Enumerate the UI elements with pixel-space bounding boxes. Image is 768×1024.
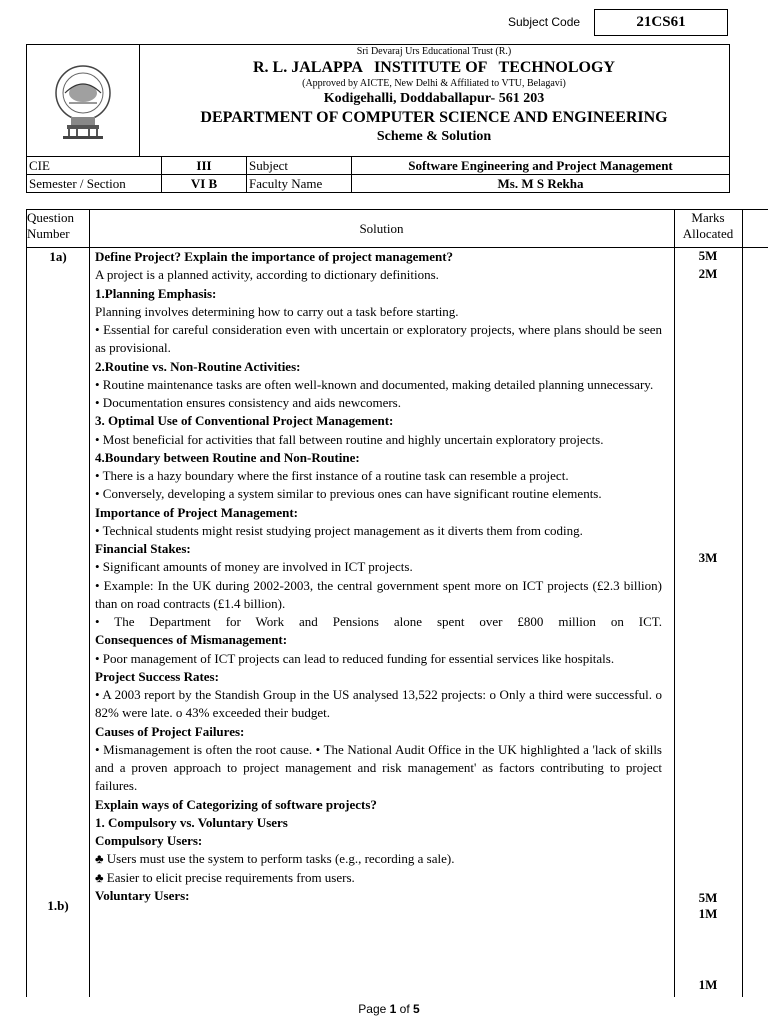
solution-text xyxy=(95,248,662,905)
subject-label: Subject xyxy=(247,157,352,175)
document-title: Scheme & Solution xyxy=(376,129,492,144)
semester-label: Semester / Section xyxy=(27,175,162,193)
marks-1b-part2: 1M xyxy=(698,977,718,992)
solution-bullet: • Technical students might resist studying project management as it diverts them from coding. xyxy=(95,522,583,538)
solution-header: Solution xyxy=(359,221,404,236)
solution-bullet: • Routine maintenance tasks are often well-known and documented, making detailed planning unnecessary. xyxy=(95,376,654,392)
solution-bullet: • Example: In the UK during 2002-2003, the central government spent more on ICT projects (£2.3 billion) than on road contracts (£1.4 billion). xyxy=(95,577,662,611)
question-1a-title: Define Project? Explain the importance of project management? xyxy=(95,249,454,264)
solution-bullet: • A 2003 report by the Standish Group in the US analysed 13,522 projects: o Only a third were successful. o 82% were late. o 43% exceeded their budget. xyxy=(95,687,662,721)
section-heading: Financial Stakes: xyxy=(95,541,191,556)
approval-note: (Approved by AICTE, New Delhi & Affiliated to VTU, Belagavi) xyxy=(302,78,566,89)
marks-1b-total: 5M xyxy=(698,890,718,905)
marks-header: Marks Allocated xyxy=(682,210,734,241)
solution-bullet: • Significant amounts of money are involved in ICT projects. xyxy=(95,559,413,575)
section-heading: 1. Compulsory vs. Voluntary Users xyxy=(95,814,288,830)
solution-bullet: • Most beneficial for activities that fall between routine and highly uncertain exploratory projects. xyxy=(95,431,604,447)
semester-value: VI B xyxy=(162,175,247,193)
trust-name: Sri Devaraj Urs Educational Trust (R.) xyxy=(356,46,512,57)
section-heading: Importance of Project Management: xyxy=(95,504,298,520)
course-info-table xyxy=(26,156,730,193)
section-heading: 4.Boundary between Routine and Non-Routine: xyxy=(95,449,360,465)
solution-bullet: • There is a hazy boundary where the first instance of a routine task can resemble a project. xyxy=(95,468,569,483)
section-heading: 3. Optimal Use of Conventional Project Management: xyxy=(95,413,394,429)
current-page-number: 1 xyxy=(389,1002,397,1016)
page-footer: Page 1 of 5 xyxy=(358,1002,420,1016)
solution-bullet: ♣ Users must use the system to perform tasks (e.g., recording a sale). xyxy=(95,851,455,867)
cie-label: CIE xyxy=(27,157,162,175)
section-heading: Project Success Rates: xyxy=(95,668,219,684)
solution-line: A project is a planned activity, according to dictionary definitions. xyxy=(95,267,439,283)
institute-logo-emblem xyxy=(47,63,119,139)
solution-table xyxy=(26,209,768,997)
question-number-1b: 1.b) xyxy=(47,898,69,913)
section-heading: 2.Routine vs. Non-Routine Activities: xyxy=(95,358,301,374)
solution-line: Planning involves determining how to carry out a task before starting. xyxy=(95,303,459,319)
subject-code-label: Subject Code xyxy=(508,15,581,29)
solution-bullet: • Conversely, developing a system similar to previous ones can have significant routine elements. xyxy=(95,486,602,502)
solution-bullet: • Mismanagement is often the root cause. • The National Audit Office in the UK highlighted a 'lack of skills and a proven approach to project management and risk management' as factors contributing to project failures. xyxy=(95,741,662,794)
marks-1a-part2: 3M xyxy=(698,550,718,565)
question-1b-title: Explain ways of Categorizing of software projects? xyxy=(95,796,377,812)
cie-value: III xyxy=(162,157,247,175)
marks-1a-part1: 2M xyxy=(698,266,718,281)
marks-1a-total: 5M xyxy=(698,248,718,263)
section-heading: Causes of Project Failures: xyxy=(95,723,245,739)
subject-code-value: 21CS61 xyxy=(594,9,728,36)
marks-1b-part1: 1M xyxy=(698,906,718,921)
total-pages: 5 xyxy=(413,1002,420,1016)
faculty-value: Ms. M S Rekha xyxy=(352,175,730,193)
department-name: DEPARTMENT OF COMPUTER SCIENCE AND ENGINEERING xyxy=(200,109,668,126)
institute-name: R. L. JALAPPA INSTITUTE OF TECHNOLOGY xyxy=(253,59,615,76)
institute-header xyxy=(26,44,730,157)
question-number-header: Question Number xyxy=(27,210,74,241)
section-heading: Compulsory Users: xyxy=(95,833,203,848)
solution-bullet: • Documentation ensures consistency and aids newcomers. xyxy=(95,395,401,410)
logo-cell xyxy=(27,45,140,156)
section-heading: 1.Planning Emphasis: xyxy=(95,285,217,301)
institute-address: Kodigehalli, Doddaballapur- 561 203 xyxy=(323,91,545,106)
solution-bullet: • Poor management of ICT projects can lead to reduced funding for essential services like hospitals. xyxy=(95,650,615,666)
question-number-1a: 1a) xyxy=(49,249,67,264)
solution-bullet: • Essential for careful consideration even with uncertain or exploratory projects, where plans should be seen as provisional. xyxy=(95,322,662,356)
solution-bullet: ♣ Easier to elicit precise requirements from users. xyxy=(95,869,355,885)
subject-value: Software Engineering and Project Management xyxy=(352,157,730,175)
faculty-label: Faculty Name xyxy=(247,175,352,193)
section-heading: Consequences of Mismanagement: xyxy=(95,632,288,648)
section-heading: Voluntary Users: xyxy=(95,887,190,903)
solution-bullet: • The Department for Work and Pensions alone spent over £800 million on ICT. xyxy=(95,614,662,629)
